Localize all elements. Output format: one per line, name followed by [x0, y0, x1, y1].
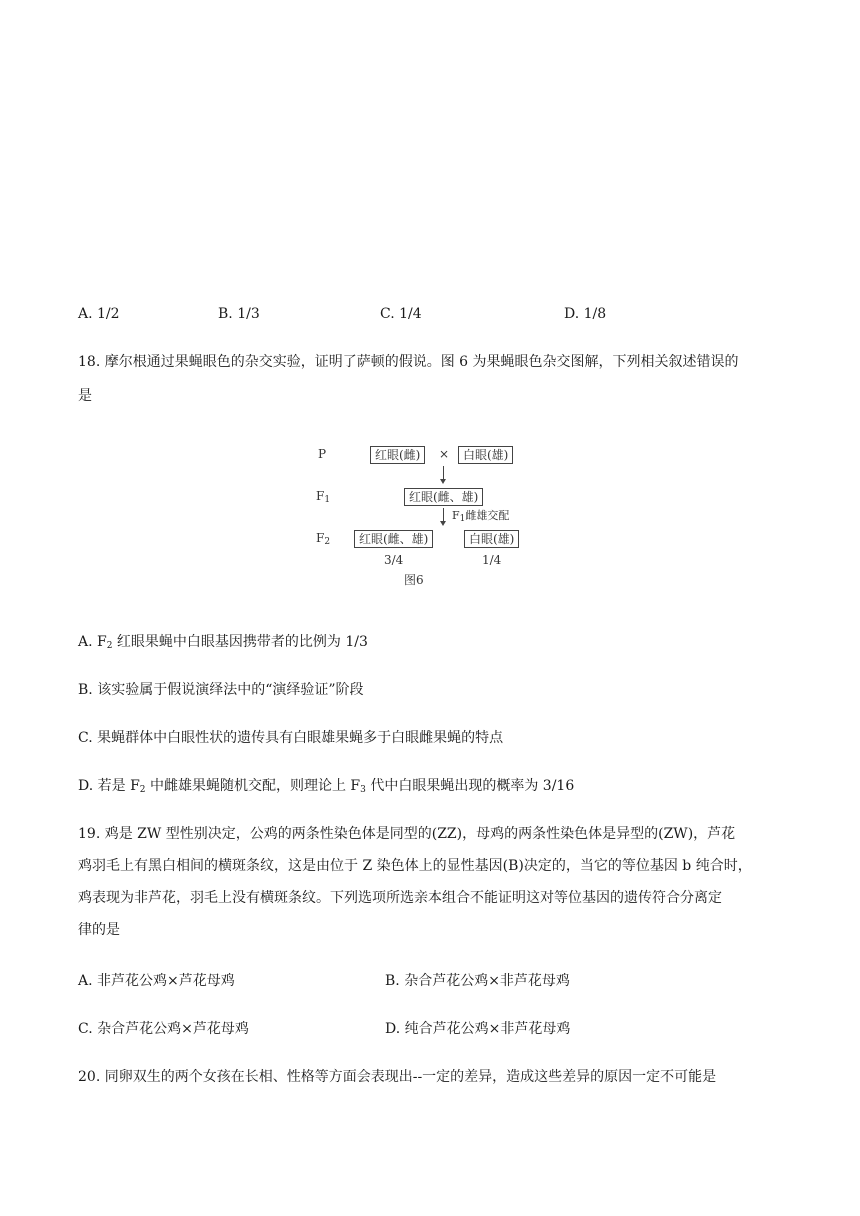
q19-option-b: B. 杂合芦花公鸡×非芦花母鸡 — [385, 973, 570, 989]
q18-stem-line1: 18. 摩尔根通过果蝇眼色的杂交实验，证明了萨顿的假说。图 6 为果蝇眼色杂交图解，下列相关叙述错误的 — [78, 354, 739, 370]
q19-stem-line4: 律的是 — [78, 922, 120, 938]
cross-diagram — [300, 440, 560, 590]
q19-stem-line3: 鸡表现为非芦花，羽毛上没有横斑条纹。下列选项所选亲本组合不能证明这对等位基因的遗传符合分离定 — [78, 890, 722, 906]
q19-option-d: D. 纯合芦花公鸡×非芦花母鸡 — [385, 1021, 571, 1037]
f2-red-box: 红眼(雌、雄) — [354, 530, 433, 548]
p-male-box: 白眼(雄) — [458, 446, 513, 464]
f2-red-ratio: 3/4 — [384, 553, 404, 567]
p-generation-label: P — [318, 447, 327, 461]
q17-option-a: A. 1/2 — [78, 306, 120, 322]
f2-white-ratio: 1/4 — [482, 553, 502, 567]
q19-stem-line1: 19. 鸡是 ZW 型性别决定，公鸡的两条性染色体是同型的(ZZ)，母鸡的两条性染色体是异型的(ZW)，芦花 — [78, 826, 736, 842]
q19-option-a: A. 非芦花公鸡×芦花母鸡 — [78, 973, 235, 989]
f2-generation-label: $F_2$ — [316, 531, 331, 547]
q20-stem-line1: 20. 同卵双生的两个女孩在长相、性格等方面会表现出--一定的差异，造成这些差异的原因一定不可能是 — [78, 1069, 717, 1085]
f2-white-box: 白眼(雄) — [464, 530, 519, 548]
q17-option-c: C. 1/4 — [380, 306, 422, 322]
q18-option-c: C. 果蝇群体中白眼性状的遗传具有白眼雄果蝇多于白眼雌果蝇的特点 — [78, 730, 504, 746]
arrow-down-icon — [443, 466, 444, 480]
p-female-box: 红眼(雌) — [370, 446, 425, 464]
q18-option-d: D. 若是 $F_2$ 中雌雄果蝇随机交配，则理论上 $F_3$ 代中白眼果蝇出现的概率为 3/16 — [78, 778, 575, 795]
q17-option-d: D. 1/8 — [564, 306, 607, 322]
q18-option-b: B. 该实验属于假说演绎法中的“演绎验证”阶段 — [78, 682, 364, 698]
figure-caption: 图6 — [404, 573, 424, 587]
q17-option-b: B. 1/3 — [218, 306, 260, 322]
f1-box: 红眼(雌、雄) — [404, 488, 483, 506]
q18-stem-line2: 是 — [78, 388, 92, 404]
q18-option-a: A. $F_2$ 红眼果蝇中白眼基因携带者的比例为 1/3 — [78, 634, 368, 651]
q19-option-c: C. 杂合芦花公鸡×芦花母鸡 — [78, 1021, 249, 1037]
cross-symbol: × — [439, 447, 450, 461]
f1-generation-label: $F_1$ — [316, 489, 331, 505]
q19-stem-line2: 鸡羽毛上有黑白相间的横斑条纹，这是由位于 Z 染色体上的显性基因(B)决定的，当它的等位基因 b 纯合时， — [78, 858, 752, 874]
arrow-down-icon — [443, 508, 444, 522]
f1-cross-note: $F_1$雌雄交配 — [452, 509, 510, 524]
